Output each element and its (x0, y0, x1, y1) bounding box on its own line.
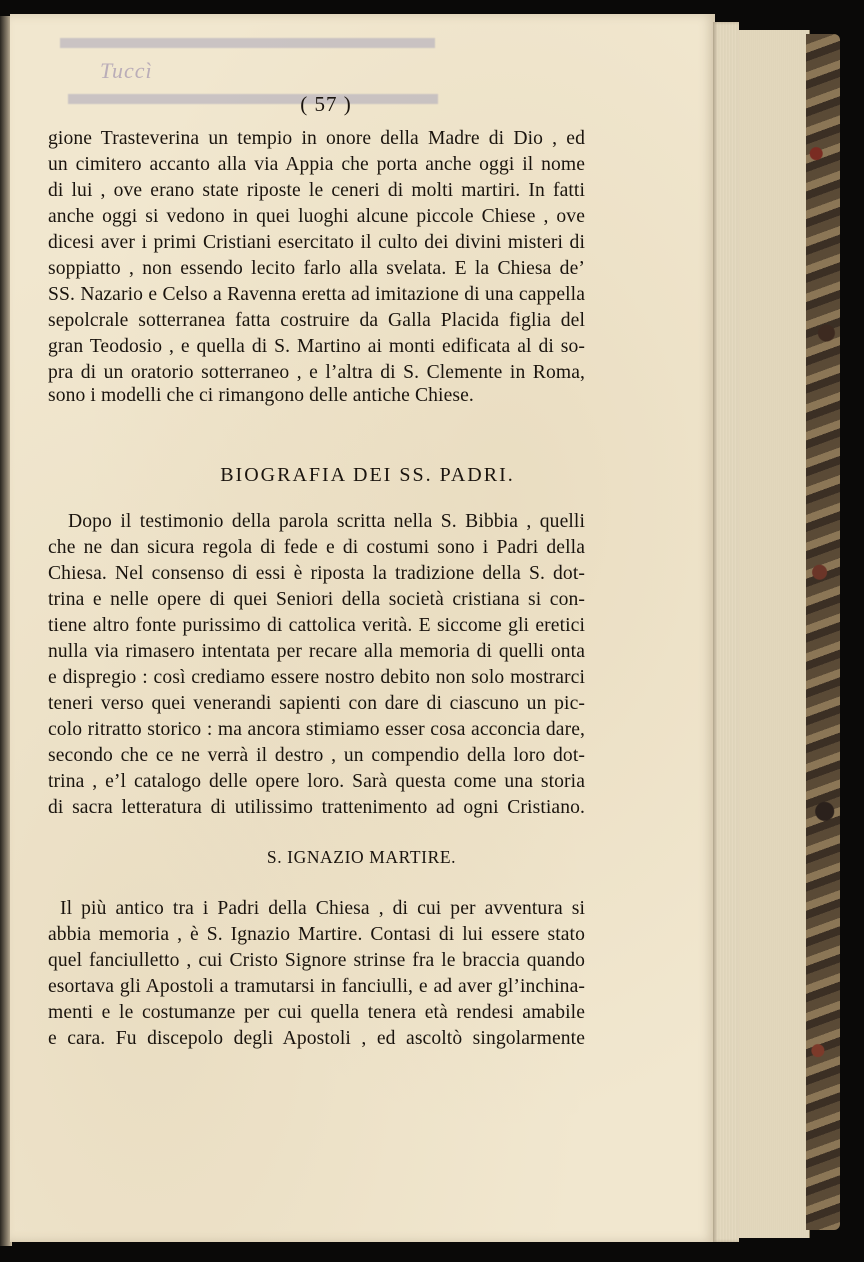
text-line: SS. Nazario e Celso a Ravenna eretta ad imitazione di una cappella (48, 284, 585, 305)
text-line: dicesi aver i primi Cristiani esercitato il culto dei divini misteri di (48, 232, 585, 253)
section-heading: BIOGRAFIA DEI SS. PADRI. (220, 464, 515, 486)
text-line: tiene altro fonte purissimo di cattolica verità. E siccome gli eretici (48, 615, 585, 636)
text-line: trina e nelle opere di quei Seniori della società cristiana si con- (48, 589, 585, 610)
text-line: che ne dan sicura regola di fede e di costumi sono i Padri della (48, 537, 585, 558)
text-line: abbia memoria , è S. Ignazio Martire. Contasi di lui essere stato (48, 924, 585, 945)
text-line: colo ritratto storico : ma ancora stimiamo esser cosa acconcia dare, (48, 719, 585, 740)
marbled-cover (806, 34, 840, 1230)
library-stamp (60, 30, 440, 118)
text-line: soppiatto , non essendo lecito farlo alla svelata. E la Chiesa de’ (48, 258, 585, 279)
library-stamp-text: Tuccì (100, 58, 153, 83)
page-fore-edge (713, 22, 739, 1242)
text-line: secondo che ce ne verrà il destro , un compendio della loro dot- (48, 745, 585, 766)
text-line: gran Teodosio , e quella di S. Martino ai monti edificata al di so- (48, 336, 585, 357)
text-line: sepolcrale sotterranea fatta costruire da Galla Placida figlia del (48, 310, 585, 331)
text-line: quel fanciulletto , cui Cristo Signore strinse fra le braccia quando (48, 950, 585, 971)
text-line: e dispregio : così crediamo essere nostro debito non solo mostrarci (48, 667, 585, 688)
text-line: trina , e’l catalogo delle opere loro. Sarà questa come una storia (48, 771, 585, 792)
text-line: Chiesa. Nel consenso di essi è riposta la tradizione della S. dot- (48, 563, 585, 584)
text-line: un cimitero accanto alla via Appia che porta anche oggi il nome (48, 154, 585, 175)
text-line: gione Trasteverina un tempio in onore della Madre di Dio , ed (48, 128, 585, 149)
text-line: esortava gli Apostoli a tramutarsi in fanciulli, e ad aver gl’inchina- (48, 976, 585, 997)
text-line: sono i modelli che ci rimangono delle antiche Chiese. (48, 385, 474, 406)
text-line: di sacra letteratura di utilissimo trattenimento ad ogni Cristiano. (48, 797, 585, 818)
page-number: ( 57 ) (300, 92, 352, 116)
text-line: teneri verso quei venerandi sapienti con dare di ciascuno un pic- (48, 693, 585, 714)
text-line: Dopo il testimonio della parola scritta nella S. Bibbia , quelli (68, 511, 585, 532)
subsection-heading: S. IGNAZIO MARTIRE. (266, 847, 457, 867)
text-line: Il più antico tra i Padri della Chiesa , di cui per avventura si (60, 898, 585, 919)
text-line: pra di un oratorio sotterraneo , e l’altra di S. Clemente in Roma, (48, 362, 585, 383)
text-line: menti e le costumanze per cui quella tenera età rendesi amabile (48, 1002, 585, 1023)
text-block-edge (739, 30, 810, 1238)
text-line: anche oggi si vedono in quei luoghi alcune piccole Chiese , ove (48, 206, 585, 227)
text-line: di lui , ove erano state riposte le ceneri di molti martiri. In fatti (48, 180, 585, 201)
text-line: nulla via rimasero intentata per recare alla memoria di quelli onta (48, 641, 585, 662)
text-line: e cara. Fu discepolo degli Apostoli , ed ascoltò singolarmente (48, 1028, 585, 1049)
